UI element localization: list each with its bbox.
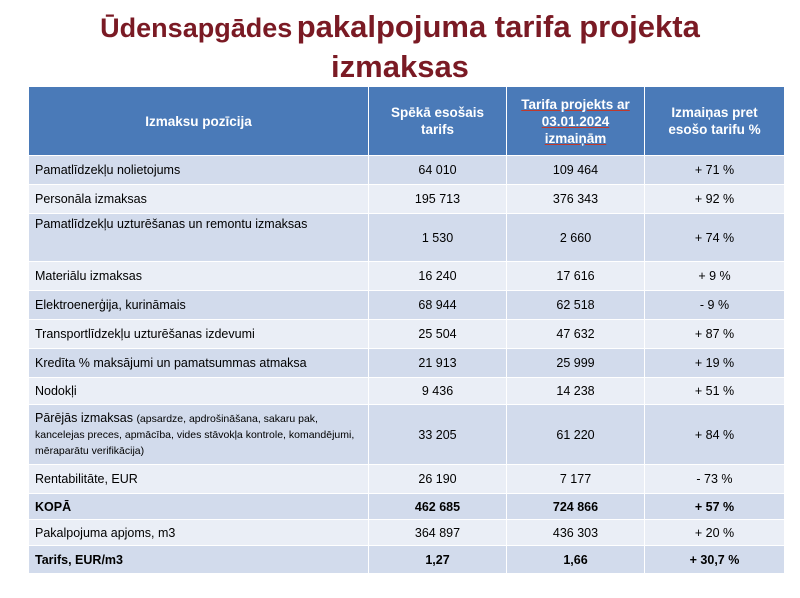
row-project: 724 866 <box>507 494 645 520</box>
row-project: 1,66 <box>507 546 645 574</box>
row-change: + 57 % <box>645 494 785 520</box>
row-current: 26 190 <box>369 465 507 494</box>
table-row <box>29 405 785 465</box>
row-project: 436 303 <box>507 520 645 546</box>
table-row <box>29 465 785 494</box>
row-project: 2 660 <box>507 214 645 262</box>
title-part-2: pakalpojuma tarifa projekta <box>296 9 700 44</box>
row-project: 61 220 <box>507 405 645 465</box>
row-change: - 9 % <box>645 291 785 320</box>
row-label: Pamatlīdzekļu nolietojums <box>29 156 369 185</box>
row-label: Rentabilitāte, EUR <box>29 465 369 494</box>
row-change: + 87 % <box>645 320 785 349</box>
row-change: + 74 % <box>645 214 785 262</box>
row-change: + 19 % <box>645 349 785 378</box>
row-project: 14 238 <box>507 378 645 405</box>
header-cost-item: Izmaksu pozīcija <box>29 87 369 156</box>
row-current: 1,27 <box>369 546 507 574</box>
table-row <box>29 214 785 262</box>
title-part-1: Ūdensapgādes <box>100 13 293 43</box>
table-row <box>29 520 785 546</box>
row-label-note: (apsardze, apdrošināšana, sakaru pak, kancelejas preces, apmācība, vides stāvokļa kontrole, komandējumi, mēraparātu verifikācija) <box>35 412 355 457</box>
row-change: + 30,7 % <box>645 546 785 574</box>
row-project: 25 999 <box>507 349 645 378</box>
row-current: 21 913 <box>369 349 507 378</box>
row-label: Pamatlīdzekļu uzturēšanas un remontu izmaksas <box>29 214 369 262</box>
row-current: 1 530 <box>369 214 507 262</box>
row-label: Pārējās izmaksas <box>35 410 133 425</box>
row-project: 7 177 <box>507 465 645 494</box>
table-row <box>29 378 785 405</box>
row-label: Transportlīdzekļu uzturēšanas izdevumi <box>29 320 369 349</box>
header-change-percent: Izmaiņas pret esošo tarifu % <box>645 87 785 156</box>
table-row <box>29 185 785 214</box>
row-current: 364 897 <box>369 520 507 546</box>
row-project: 62 518 <box>507 291 645 320</box>
table-row <box>29 320 785 349</box>
row-change: - 73 % <box>645 465 785 494</box>
row-current: 64 010 <box>369 156 507 185</box>
row-current: 195 713 <box>369 185 507 214</box>
row-change: + 84 % <box>645 405 785 465</box>
row-label: Elektroenerģija, kurināmais <box>29 291 369 320</box>
title-line-2: izmaksas <box>331 49 469 84</box>
row-change: + 71 % <box>645 156 785 185</box>
row-current: 462 685 <box>369 494 507 520</box>
row-project: 376 343 <box>507 185 645 214</box>
row-label: Tarifs, EUR/m3 <box>29 546 369 574</box>
row-current: 68 944 <box>369 291 507 320</box>
row-label: Pakalpojuma apjoms, m3 <box>29 520 369 546</box>
row-current: 16 240 <box>369 262 507 291</box>
row-label-cell <box>29 405 369 465</box>
header-current-tariff: Spēkā esošais tarifs <box>369 87 507 156</box>
row-change: + 9 % <box>645 262 785 291</box>
row-label: Materiālu izmaksas <box>29 262 369 291</box>
row-current: 9 436 <box>369 378 507 405</box>
table-row-tariff <box>29 546 785 574</box>
row-project: 47 632 <box>507 320 645 349</box>
row-project: 17 616 <box>507 262 645 291</box>
table-row <box>29 156 785 185</box>
row-label: Kredīta % maksājumi un pamatsummas atmaksa <box>29 349 369 378</box>
header-project-tariff <box>507 87 645 156</box>
table-row <box>29 291 785 320</box>
header-project-tariff-text: Tarifa projekts ar 03.01.2024 izmaiņām <box>521 96 630 146</box>
row-change: + 92 % <box>645 185 785 214</box>
row-current: 25 504 <box>369 320 507 349</box>
table-row <box>29 262 785 291</box>
table-header-row <box>29 87 785 156</box>
row-project: 109 464 <box>507 156 645 185</box>
row-label: KOPĀ <box>29 494 369 520</box>
table-row <box>29 349 785 378</box>
row-current: 33 205 <box>369 405 507 465</box>
table-row-total <box>29 494 785 520</box>
row-change: + 51 % <box>645 378 785 405</box>
row-label: Nodokļi <box>29 378 369 405</box>
tariff-cost-table <box>28 86 785 574</box>
row-change: + 20 % <box>645 520 785 546</box>
row-label: Personāla izmaksas <box>29 185 369 214</box>
